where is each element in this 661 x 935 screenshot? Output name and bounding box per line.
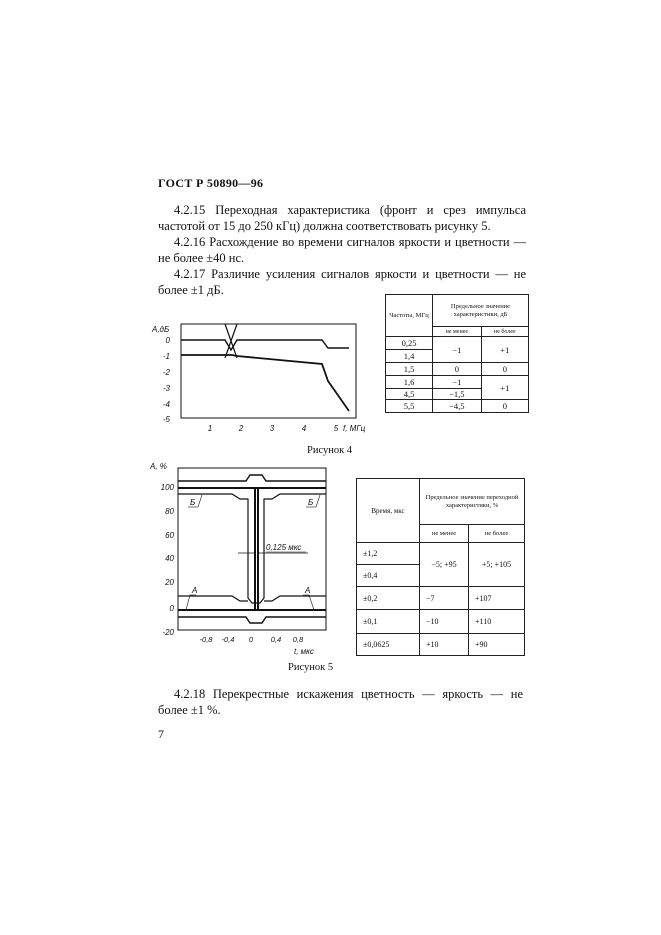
figure-5-y-tick: -20 bbox=[162, 628, 174, 637]
figure-5-y-tick: 100 bbox=[160, 483, 174, 492]
table-5-cell-time: ±0,0625 bbox=[357, 634, 420, 656]
paragraph-4-2-16 bbox=[158, 234, 526, 266]
figure-4-x-tick: 4 bbox=[301, 424, 307, 433]
table-5-cell-time: ±0,2 bbox=[357, 587, 420, 610]
table-4-cell-max: +1 bbox=[481, 376, 528, 400]
figure-4-y-tick: -3 bbox=[162, 384, 170, 393]
figure-4-upper-limit-line bbox=[181, 340, 349, 350]
paragraph-4-2-15 bbox=[158, 202, 526, 234]
figure-5-annotation: 0,125 мкс bbox=[266, 543, 302, 552]
figure-5-upper-min-line bbox=[178, 494, 326, 603]
figure-5-x-tick: 0,4 bbox=[270, 635, 282, 644]
figure-5-y-label: A, % bbox=[150, 462, 167, 471]
figure-5-label-a-leader bbox=[186, 595, 190, 610]
figure-5-label-b-right: Б bbox=[308, 498, 314, 507]
figure-4-x-label: f, МГц bbox=[343, 424, 365, 433]
paragraph-4-2-18 bbox=[158, 686, 523, 718]
figure-5-limits-table bbox=[356, 478, 525, 656]
figure-4-x-tick: 5 bbox=[333, 424, 339, 433]
table-4-cell-freq: 1,5 bbox=[386, 363, 433, 376]
figure-4-x-tick: 1 bbox=[207, 424, 213, 433]
table-4-cell-max: 0 bbox=[481, 400, 528, 413]
figure-5-x-label: t, мкс bbox=[294, 647, 314, 656]
table-5-header-time: Время, мкс bbox=[357, 479, 420, 543]
table-4-header-freq: Частоты, МГц bbox=[386, 295, 433, 337]
paragraph-4-2-17-text: 4.2.17 Различие усиления сигналов яркости и цветности — не более ±1 дБ. bbox=[158, 267, 526, 297]
figure-5-y-tick: 60 bbox=[165, 531, 174, 540]
figure-4-x-tick: 2 bbox=[238, 424, 244, 433]
table-5-cell-max: +110 bbox=[469, 610, 525, 634]
page-number: 7 bbox=[158, 727, 164, 741]
figure-5-x-tick: 0,8 bbox=[292, 635, 304, 644]
figure-5-label-a-left: А bbox=[192, 586, 198, 595]
table-5-header-max: не более bbox=[469, 525, 525, 543]
table-5-header-min: не менее bbox=[420, 525, 469, 543]
table-4-cell-min: −4,5 bbox=[433, 400, 482, 413]
figure-5-y-tick: 20 bbox=[165, 578, 174, 587]
figure-5-y-tick: 80 bbox=[165, 507, 174, 516]
figure-4-y-label: A,дБ bbox=[152, 325, 170, 334]
table-5-cell-time: ±0,1 bbox=[357, 610, 420, 634]
paragraph-4-2-18-text: 4.2.18 Перекрестные искажения цветность — яркость — не более ±1 %. bbox=[158, 687, 523, 717]
document-code: ГОСТ Р 50890—96 bbox=[158, 176, 264, 190]
figure-5-label-a-right: А bbox=[305, 586, 311, 595]
table-5-cell-min: +10 bbox=[420, 634, 469, 656]
figure-4-y-tick: 0 bbox=[165, 336, 170, 345]
table-5-cell-time: ±1,2 bbox=[357, 543, 420, 565]
table-5-cell-max: +90 bbox=[469, 634, 525, 656]
figure-5-y-tick: 40 bbox=[165, 554, 174, 563]
figure-5-lower-min-line bbox=[178, 617, 326, 623]
figure-5-lower-max-line-right bbox=[264, 596, 326, 601]
table-5-cell-min: −7 bbox=[420, 587, 469, 610]
table-4-cell-freq: 5,5 bbox=[386, 400, 433, 413]
figure-5-label-b-leader bbox=[316, 495, 320, 507]
figure-4-y-tick: -1 bbox=[162, 352, 170, 361]
figure-5-frame bbox=[178, 468, 326, 630]
table-4-cell-min: −1 bbox=[433, 376, 482, 389]
figure-5-x-tick: -0,4 bbox=[221, 635, 235, 644]
figure-4-y-tick: -5 bbox=[162, 415, 170, 424]
table-4-cell-freq: 4,5 bbox=[386, 389, 433, 400]
figure-5-upper-max-line bbox=[178, 475, 326, 481]
table-4-cell-freq: 1,4 bbox=[386, 350, 433, 363]
paragraph-4-2-15-text: 4.2.15 Переходная характеристика (фронт и срез импульса частотой от 15 до 250 кГц) должна соответствовать рисунку 5. bbox=[158, 203, 526, 233]
figure-5-x-tick: -0,8 bbox=[199, 635, 213, 644]
figure-5-label-a-leader bbox=[309, 595, 314, 610]
figure-4-chart bbox=[150, 318, 365, 438]
figure-5-label-b-leader bbox=[198, 495, 202, 507]
figure-5-label-b-left: Б bbox=[190, 498, 196, 507]
figure-4-y-tick: -4 bbox=[162, 400, 170, 409]
table-5-cell-max: +5; +105 bbox=[469, 543, 525, 587]
figure-5-caption: Рисунок 5 bbox=[288, 662, 334, 673]
figure-4-caption: Рисунок 4 bbox=[307, 445, 353, 456]
figure-5-x-tick: 0 bbox=[248, 635, 254, 644]
table-5-cell-min: −5; +95 bbox=[420, 543, 469, 587]
figure-4-limits-table bbox=[385, 294, 529, 413]
figure-4-x-tick: 3 bbox=[269, 424, 275, 433]
figure-4-lower-limit-line bbox=[181, 355, 349, 411]
table-4-cell-freq: 1,6 bbox=[386, 376, 433, 389]
table-4-cell-min: 0 bbox=[433, 363, 482, 376]
table-4-header-limit: Предельное значение характеристики, дБ bbox=[433, 295, 529, 327]
table-4-cell-max: 0 bbox=[481, 363, 528, 376]
table-4-header-min: не менее bbox=[433, 327, 482, 337]
figure-5-y-tick: 0 bbox=[169, 604, 174, 613]
figure-5-chart bbox=[148, 458, 338, 658]
table-4-cell-freq: 0,25 bbox=[386, 337, 433, 350]
table-5-cell-max: +107 bbox=[469, 587, 525, 610]
table-4-header-max: не более bbox=[481, 327, 528, 337]
table-4-cell-max: +1 bbox=[481, 337, 528, 363]
table-4-cell-min: −1 bbox=[433, 337, 482, 363]
figure-4-frame bbox=[181, 324, 356, 418]
table-5-cell-time: ±0,4 bbox=[357, 565, 420, 587]
table-4-cell-min: −1,5 bbox=[433, 389, 482, 400]
figure-4-y-tick: -2 bbox=[162, 368, 170, 377]
table-5-header-limit: Предельное значение переходной характеристики, % bbox=[420, 479, 525, 525]
table-5-cell-min: −10 bbox=[420, 610, 469, 634]
paragraph-4-2-16-text: 4.2.16 Расхождение во времени сигналов яркости и цветности — не более ±40 нс. bbox=[158, 235, 526, 265]
